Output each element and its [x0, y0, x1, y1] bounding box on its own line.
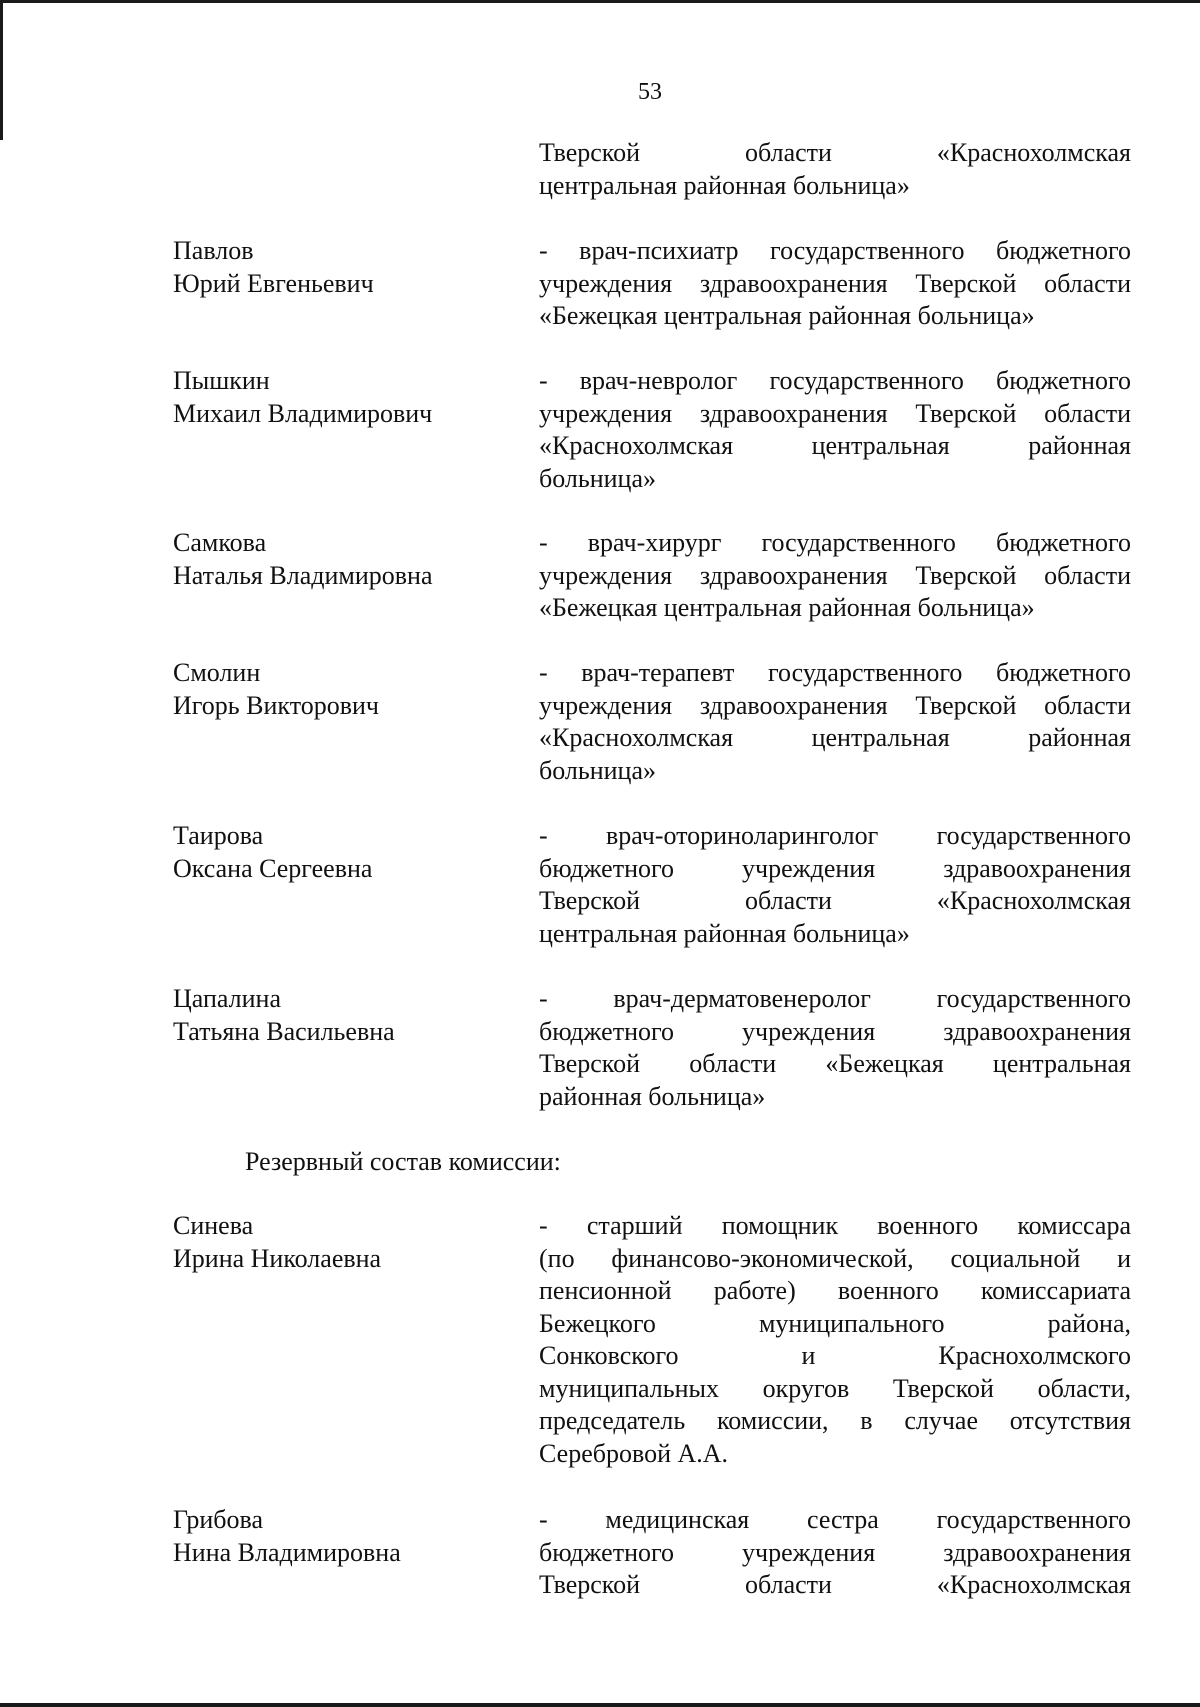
role-line: (по финансово-экономической, социальной и [539, 1243, 1131, 1273]
member-name [173, 657, 503, 722]
role-line: - медицинская сестра государственного [539, 1505, 1131, 1534]
member-surname: Самкова [173, 528, 267, 557]
role-line: учреждения здравоохранения Тверской области [539, 560, 1131, 590]
member-name [173, 365, 503, 430]
member-role [539, 365, 1131, 495]
role-line: Сонковского и Краснохолмского [539, 1341, 1131, 1370]
role-line: учреждения здравоохранения Тверской области [539, 398, 1131, 428]
role-line: центральная районная больница» [539, 170, 910, 200]
member-given-name: Оксана Сергеевна [173, 853, 373, 883]
role-line: районная больница» [539, 1081, 766, 1111]
role-line: Тверской области «Бежецкая центральная [539, 1049, 1131, 1078]
role-line: - врач-хирург государственного бюджетного [539, 528, 1131, 557]
continuation-text [539, 137, 1131, 202]
member-given-name: Михаил Владимирович [173, 398, 433, 428]
role-line: больница» [539, 755, 656, 785]
member-name [173, 983, 503, 1048]
member-name [173, 527, 503, 592]
role-line: бюджетного учреждения здравоохранения [539, 853, 1131, 883]
role-line: - врач-дерматовенеролог государственного [539, 984, 1131, 1013]
member-given-name: Татьяна Васильевна [173, 1016, 395, 1046]
role-line: - старший помощник военного комиссара [539, 1211, 1131, 1240]
member-surname: Смолин [173, 658, 261, 687]
role-line: Тверской области «Краснохолмская [539, 886, 1131, 915]
member-role [539, 983, 1131, 1113]
member-role [539, 657, 1131, 787]
member-surname: Синева [173, 1211, 254, 1240]
role-line: Тверской области «Краснохолмская [539, 1570, 1131, 1599]
role-line: больница» [539, 463, 656, 493]
role-line: «Бежецкая центральная районная больница» [539, 593, 1035, 622]
role-line: - врач-терапевт государственного бюджетного [539, 658, 1131, 687]
role-line: муниципальных округов Тверской области, [539, 1373, 1131, 1403]
member-surname: Павлов [173, 236, 254, 265]
scan-edge-left [0, 0, 3, 140]
role-line: - врач-оториноларинголог государственного [539, 821, 1131, 850]
role-line: - врач-психиатр государственного бюджетного [539, 236, 1131, 265]
role-line: «Бежецкая центральная районная больница» [539, 301, 1035, 330]
member-role [539, 1210, 1131, 1470]
role-line: бюджетного учреждения здравоохранения [539, 1537, 1131, 1567]
scan-edge-top [0, 0, 1200, 3]
member-name [173, 1504, 503, 1569]
member-given-name: Нина Владимировна [173, 1537, 401, 1567]
member-given-name: Игорь Викторович [173, 690, 379, 720]
member-role [539, 820, 1131, 950]
role-line: «Краснохолмская центральная районная [539, 723, 1131, 752]
role-line: центральная районная больница» [539, 918, 910, 948]
member-surname: Цапалина [173, 984, 281, 1013]
member-role [539, 527, 1131, 625]
member-name [173, 1210, 503, 1275]
member-role [539, 1504, 1131, 1602]
role-line: председатель комиссии, в случае отсутствия [539, 1406, 1131, 1435]
role-line: Тверской области «Краснохолмская [539, 138, 1131, 167]
member-given-name: Юрий Евгеньевич [173, 268, 374, 298]
member-given-name: Ирина Николаевна [173, 1243, 382, 1273]
role-line: Бежецкого муниципального района, [539, 1308, 1131, 1338]
member-role [539, 235, 1131, 333]
member-surname: Таирова [173, 821, 264, 850]
role-line: бюджетного учреждения здравоохранения [539, 1016, 1131, 1046]
member-name [173, 235, 503, 300]
role-line: учреждения здравоохранения Тверской области [539, 690, 1131, 720]
page-number: 53 [638, 79, 662, 105]
role-line: учреждения здравоохранения Тверской области [539, 268, 1131, 298]
member-given-name: Наталья Владимировна [173, 560, 433, 590]
scan-edge-bottom [0, 1703, 1200, 1707]
member-surname: Грибова [173, 1505, 264, 1534]
role-line: Серебровой А.А. [539, 1438, 729, 1468]
member-name [173, 820, 503, 885]
member-surname: Пышкин [173, 366, 270, 395]
role-line: пенсионной работе) военного комиссариата [539, 1276, 1131, 1305]
reserve-section-heading: Резервный состав комиссии: [245, 1147, 561, 1176]
role-line: «Краснохолмская центральная районная [539, 431, 1131, 460]
role-line: - врач-невролог государственного бюджетного [539, 366, 1131, 395]
